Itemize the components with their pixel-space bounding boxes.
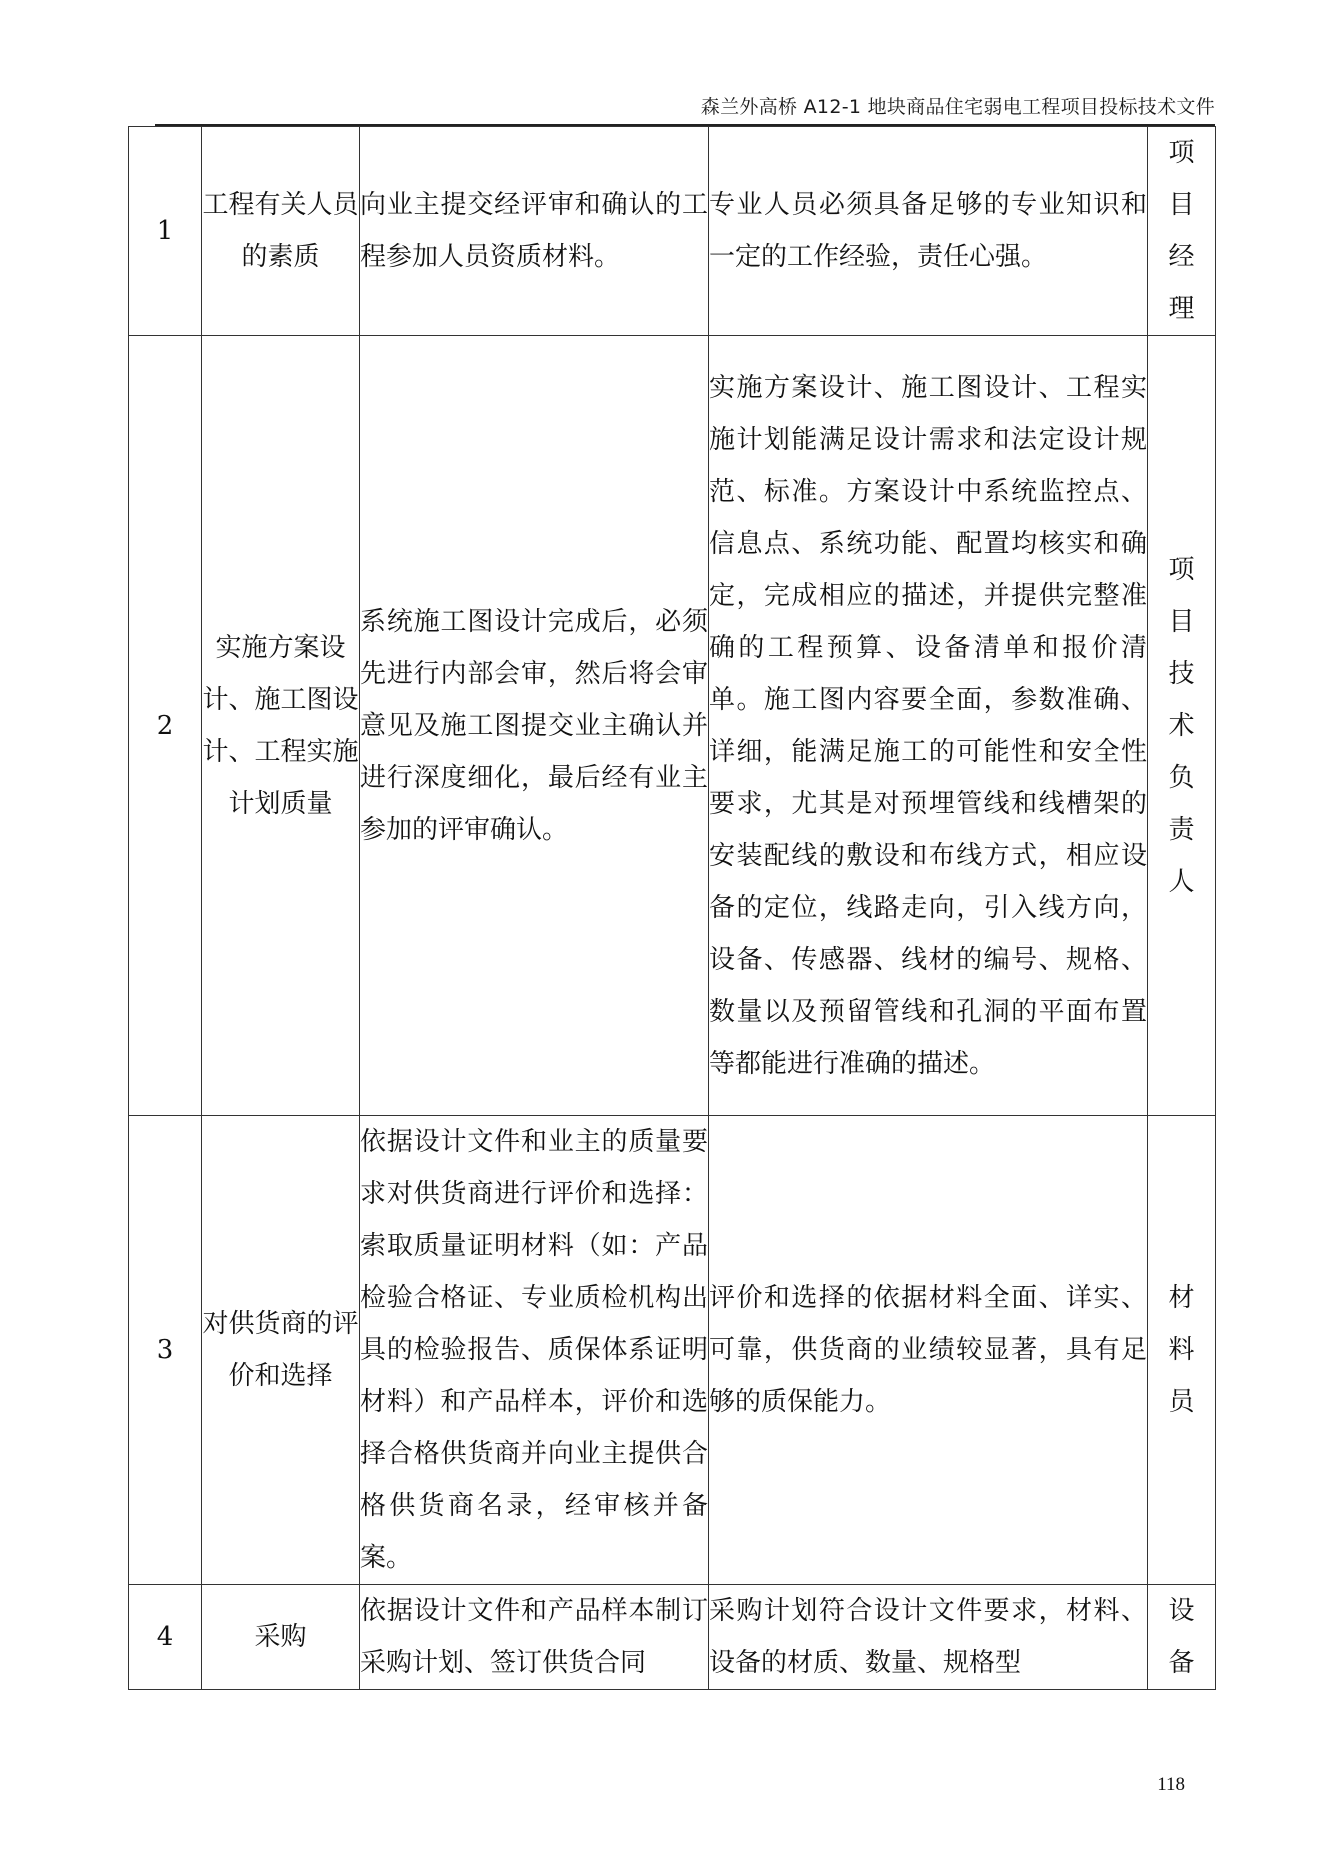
responsible-person: 设 备 [1148, 1585, 1216, 1690]
control-standard: 系统施工图设计完成后，必须先进行内部会审，然后将会审意见及施工图提交业主确认并进行深度细化，最后经有业主参加的评审确认。 [360, 336, 709, 1116]
control-standard: 依据设计文件和产品样本制订采购计划、签订供货合同 [360, 1585, 709, 1690]
control-requirement: 评价和选择的依据材料全面、详实、可靠，供货商的业绩较显著，具有足够的质保能力。 [709, 1116, 1148, 1585]
responsible-person: 项 目 经 理 [1148, 127, 1216, 336]
page-number: 118 [1157, 1774, 1185, 1795]
control-requirement: 采购计划符合设计文件要求，材料、设备的材质、数量、规格型 [709, 1585, 1148, 1690]
row-number: 2 [129, 336, 202, 1116]
control-item: 实施方案设计、施工图设计、工程实施计划质量 [202, 336, 360, 1116]
table-row [129, 336, 1216, 1116]
quality-control-table [128, 126, 1216, 1690]
control-item: 采购 [202, 1585, 360, 1690]
responsible-person: 项 目 技 术 负 责 人 [1148, 336, 1216, 1116]
control-requirement: 实施方案设计、施工图设计、工程实施计划能满足设计需求和法定设计规范、标准。方案设计中系统监控点、信息点、系统功能、配置均核实和确定，完成相应的描述，并提供完整准确的工程预算、设备清单和报价清单。施工图内容要全面，参数准确、详细，能满足施工的可能性和安全性要求，尤其是对预埋管线和线槽架的安装配线的敷设和布线方式，相应设备的定位，线路走向，引入线方向，设备、传感器、线材的编号、规格、数量以及预留管线和孔洞的平面布置等都能进行准确的描述。 [709, 336, 1148, 1116]
row-number: 4 [129, 1585, 202, 1690]
control-standard: 向业主提交经评审和确认的工程参加人员资质材料。 [360, 127, 709, 336]
table-row [129, 127, 1216, 336]
control-standard: 依据设计文件和业主的质量要求对供货商进行评价和选择：索取质量证明材料（如：产品检验合格证、专业质检机构出具的检验报告、质保体系证明材料）和产品样本，评价和选择合格供货商并向业主提供合格供货商名录，经审核并备案。 [360, 1116, 709, 1585]
table-row [129, 1116, 1216, 1585]
row-number: 1 [129, 127, 202, 336]
control-item: 对供货商的评价和选择 [202, 1116, 360, 1585]
row-number: 3 [129, 1116, 202, 1585]
responsible-person: 材 料 员 [1148, 1116, 1216, 1585]
control-item: 工程有关人员的素质 [202, 127, 360, 336]
control-requirement: 专业人员必须具备足够的专业知识和一定的工作经验，责任心强。 [709, 127, 1148, 336]
table-row [129, 1585, 1216, 1690]
document-header-title: 森兰外高桥 A12-1 地块商品住宅弱电工程项目投标技术文件 [700, 96, 1215, 118]
